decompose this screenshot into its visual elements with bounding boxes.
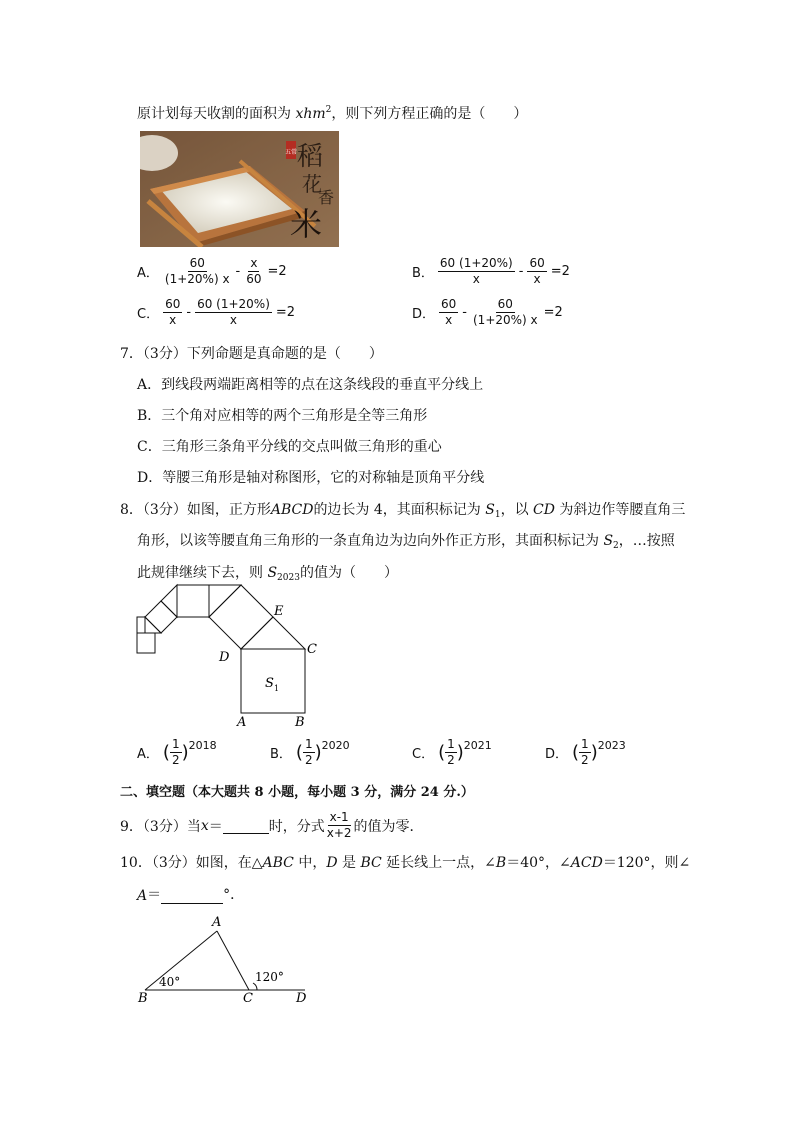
- square-spiral-diagram: [132, 583, 322, 733]
- q6-option-d[interactable]: D． $\frac{60}{x}$ - $\frac{60}{(1+20\%) x}$ =2: [412, 297, 563, 327]
- square-s4: [145, 601, 177, 633]
- q10-figure: [135, 912, 315, 1007]
- triangle-3: [161, 585, 177, 617]
- fraction: $\frac{60}{x}$: [165, 297, 181, 327]
- label-b: B: [295, 715, 305, 730]
- q8-option-c[interactable]: C． ( $\frac{1}{2}$ ) 2021: [412, 737, 492, 767]
- q8-stem-line-1: 8．（3分）如图，正方形ABCD的边长为 4，其面积标记为 $S_1$，以 CD 为斜边作等腰直角三: [120, 502, 686, 520]
- q8-stem-line-2: 角形，以该等腰直角三角形的一条直角边为边向外作正方形，其面积标记为 $S_2$，…按照: [137, 533, 675, 551]
- q9-fraction: $\frac{x-1}{x+2}$: [326, 810, 352, 840]
- side-ac: [217, 931, 249, 990]
- q7-option-b[interactable]: B．三个角对应相等的两个三角形是全等三角形: [137, 408, 428, 424]
- q7-stem: 7．（3分）下列命题是真命题的是（ ）: [120, 346, 383, 362]
- label-c: C: [307, 642, 317, 657]
- fraction: $\frac{60 (1+20\%)}{x}$: [439, 256, 513, 286]
- fraction: $\frac{60}{(1+20\%) x}$: [473, 297, 538, 327]
- q8-stem-line-3: 此规律继续下去，则 $S_{2023}$的值为（ ）: [137, 565, 398, 583]
- q7-option-c[interactable]: C．三角形三条角平分线的交点叫做三角形的重心: [137, 439, 442, 455]
- label-a: A: [212, 915, 222, 930]
- q7-option-d[interactable]: D．等腰三角形是轴对称图形，它的对称轴是顶角平分线: [137, 470, 485, 486]
- q6-option-a[interactable]: A． $\frac{60}{(1+20\%) x}$ - $\frac{x}{60}$ =2: [137, 256, 287, 286]
- square-s5: [137, 633, 155, 653]
- fraction: $\frac{60 (1+20\%)}{x}$: [197, 297, 270, 327]
- label-d: D: [296, 991, 307, 1006]
- image-char-2: 花: [302, 172, 322, 196]
- q9-answer-blank[interactable]: [223, 817, 269, 834]
- q10-stem-line-2: A ＝ °．: [137, 887, 245, 904]
- side-ab: [145, 931, 217, 990]
- label-s1-subscript: 1: [274, 684, 280, 693]
- q6-option-c[interactable]: C． $\frac{60}{x}$ - $\frac{60 (1+20\%)}{x}$ =2: [137, 297, 296, 327]
- label-angle-acd: 120°: [255, 970, 284, 984]
- q8-option-b[interactable]: B． ( $\frac{1}{2}$ ) 2020: [270, 737, 350, 767]
- rice-image: [140, 131, 339, 247]
- triangle-abc-diagram: [135, 912, 315, 1007]
- label-angle-b: 40°: [159, 975, 181, 989]
- rice-photo-illustration: [140, 131, 339, 247]
- label-d: D: [219, 650, 230, 665]
- label-a: A: [237, 715, 247, 730]
- label-b: B: [138, 991, 148, 1006]
- q6-option-b[interactable]: B． $\frac{60 (1+20\%)}{x}$ - $\frac{60}{x}$ =2: [412, 256, 570, 286]
- q7-option-a[interactable]: A．到线段两端距离相等的点在这条线段的垂直平分线上: [137, 377, 484, 393]
- fraction: $\frac{60}{x}$: [529, 256, 545, 286]
- square-s2: [209, 585, 273, 649]
- triangle-2: [209, 585, 241, 617]
- image-char-1: 稻: [296, 142, 324, 172]
- q10-answer-blank[interactable]: [161, 887, 223, 904]
- label-e: E: [274, 604, 284, 619]
- triangle-1: [241, 617, 305, 649]
- image-brand-text: 五常: [284, 149, 298, 156]
- triangle-4: [145, 617, 161, 633]
- fraction: $\frac{60}{x}$: [441, 297, 457, 327]
- label-s1: S: [265, 676, 274, 691]
- q8-figure: [132, 583, 322, 733]
- small-fill: [137, 617, 145, 633]
- fraction: $\frac{x}{60}$: [246, 256, 262, 286]
- fraction: $\frac{60}{(1+20\%) x}$: [164, 256, 230, 286]
- angle-acd-arc: [253, 983, 257, 990]
- q10-stem-line-1: 10．（3分）如图，在△ABC 中，D 是 BC 延长线上一点，∠B＝40°，∠ACD＝120°，则∠: [120, 855, 691, 871]
- section-heading-fill-blank: 二、填空题（本大题共 8 小题，每小题 3 分，满分 24 分.）: [120, 785, 474, 800]
- q8-option-d[interactable]: D． ( $\frac{1}{2}$ ) 2023: [545, 737, 626, 767]
- q8-option-a[interactable]: A． ( $\frac{1}{2}$ ) 2018: [137, 737, 217, 767]
- q9-stem: 9．（3分）当 x ＝ 时，分式 $\frac{x-1}{x+2}$ 的值为零．: [120, 810, 424, 840]
- image-char-4: 米: [289, 205, 323, 243]
- square-s3: [177, 585, 209, 617]
- image-char-3: 香: [317, 188, 335, 207]
- q6-stem: 原计划每天收割的面积为 xhm$^2$，则下列方程正确的是（ ）: [137, 105, 528, 122]
- label-c: C: [243, 991, 253, 1006]
